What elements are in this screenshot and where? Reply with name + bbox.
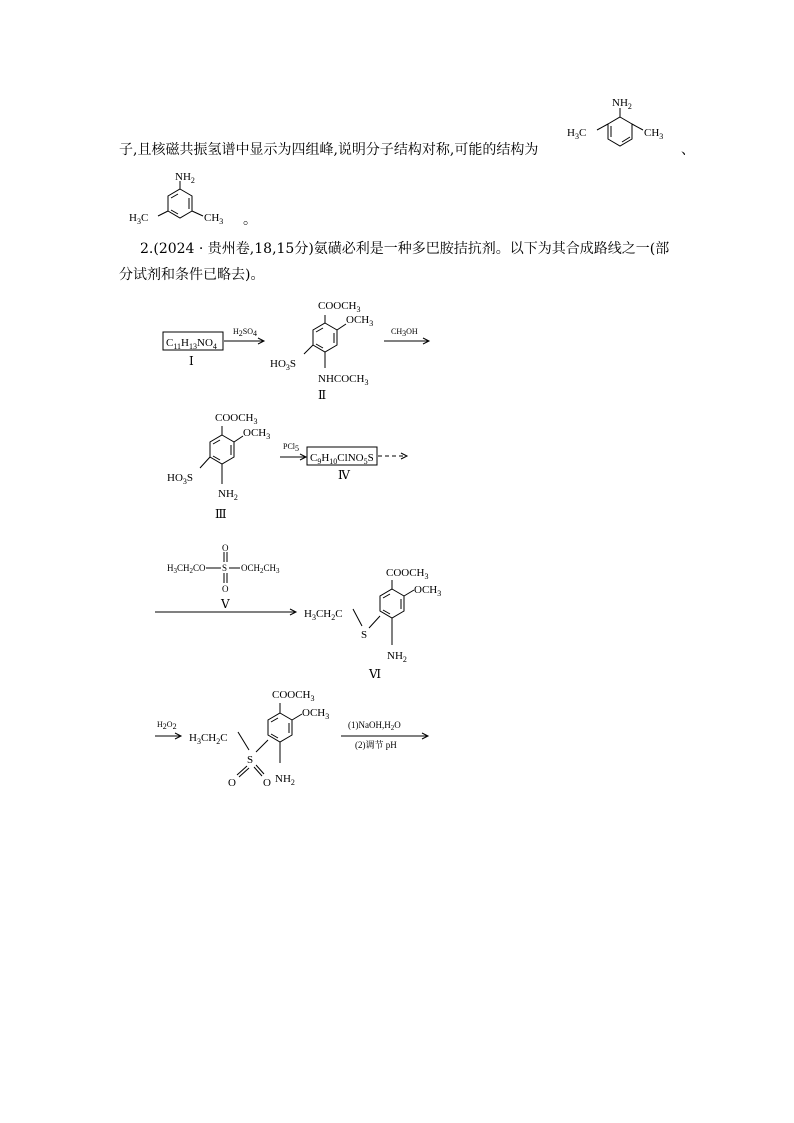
nh2-label: $NH_2$: [275, 773, 295, 787]
compound-VI-label: Ⅵ: [369, 667, 382, 681]
structure-3-5-dimethylaniline: [129, 171, 223, 226]
compound-VI: [304, 567, 441, 681]
arrow-6-reagent-2: (2)调节 pH: [355, 740, 397, 750]
sulfur-label: S: [247, 754, 254, 766]
product-chain: $H_3CH_2C$: [189, 732, 228, 746]
intro-line-1: 子,且核磁共振氢谱中显示为四组峰,说明分子结构对称,可能的结构为: [119, 142, 539, 158]
compound-I-formula: $C_{11}H_{13}NO_4$: [166, 337, 217, 351]
compound-V-label: Ⅴ: [221, 597, 230, 611]
coch3-label: $COOCH_3$: [272, 689, 315, 703]
final-product: [189, 689, 329, 789]
arrow-6: [341, 720, 428, 750]
oxygen-left: O: [228, 777, 236, 789]
arrow-1: [224, 327, 264, 344]
compound-III-label: Ⅲ: [215, 507, 227, 521]
h3c-label: $H_3C$: [129, 212, 149, 226]
arrow-2-reagent: CH3OH: [391, 327, 418, 338]
sulfur-label: S: [222, 563, 228, 573]
compound-II-label: Ⅱ: [318, 388, 327, 402]
nh2-label: $NH_2$: [612, 97, 632, 111]
compound-IV-label: Ⅳ: [338, 468, 350, 482]
coch3-label: $COOCH_3$: [386, 567, 429, 581]
so3h-label: $HO_3S$: [167, 472, 194, 486]
structure-2-6-dimethylaniline: [567, 97, 663, 146]
och3-label: $OCH_3$: [243, 427, 271, 441]
compound-II: [270, 300, 373, 402]
compound-VI-chain: $H_3CH_2C$: [304, 608, 343, 622]
nh2-label: $NH_2$: [175, 171, 195, 185]
separator-mark: 、: [681, 142, 695, 158]
compound-I-label: Ⅰ: [189, 354, 194, 368]
och3-label: $OCH_3$: [346, 314, 374, 328]
arrow-6-reagent-1: $(1)NaOH,H_2O$: [348, 720, 401, 732]
compound-III: [167, 412, 270, 521]
arrow-3: [280, 442, 306, 460]
coch3-label: $COOCH_3$: [215, 412, 258, 426]
arrow-1-reagent: H2SO4: [233, 327, 258, 338]
ch3-label: $CH_3$: [644, 127, 664, 141]
oxygen-bottom: O: [222, 584, 229, 594]
nh2-label: $NH_2$: [387, 650, 407, 664]
nh2-label: $NH_2$: [218, 488, 238, 502]
oxygen-right: O: [263, 777, 271, 789]
oxygen-top: O: [222, 543, 229, 553]
question-line-1: 2.(2024 · 贵州卷,18,15分)氨磺必利是一种多巴胺拮抗剂。以下为其合成路线之一(部: [140, 241, 670, 257]
end-mark: 。: [243, 212, 257, 228]
compound-V: [167, 543, 280, 611]
och3-label: $OCH_3$: [302, 707, 330, 721]
arrow-5-reagent: H2O2: [157, 720, 177, 731]
question-line-2: 分试剂和条件已略去)。: [119, 267, 265, 283]
compound-V-left: $H_3CH_2CO$: [167, 563, 206, 575]
sulfur-label: S: [361, 629, 368, 641]
arrow-5: [155, 720, 181, 739]
arrow-2: [384, 327, 429, 344]
arrow-3-reagent: PCl5: [283, 442, 300, 453]
so3h-label: $HO_3S$: [270, 358, 297, 372]
nhcoch3-label: $NHCOCH_3$: [318, 373, 369, 387]
coch3-label: $COOCH_3$: [318, 300, 361, 314]
compound-I: [163, 332, 223, 368]
och3-label: $OCH_3$: [414, 584, 442, 598]
h3c-label: $H_3C$: [567, 127, 587, 141]
compound-V-right: $OCH_2CH_3$: [241, 563, 280, 575]
compound-IV-formula: $C_9H_{10}ClNO_5S$: [310, 452, 374, 466]
compound-IV: [307, 447, 407, 482]
ch3-label: $CH_3$: [204, 212, 224, 226]
